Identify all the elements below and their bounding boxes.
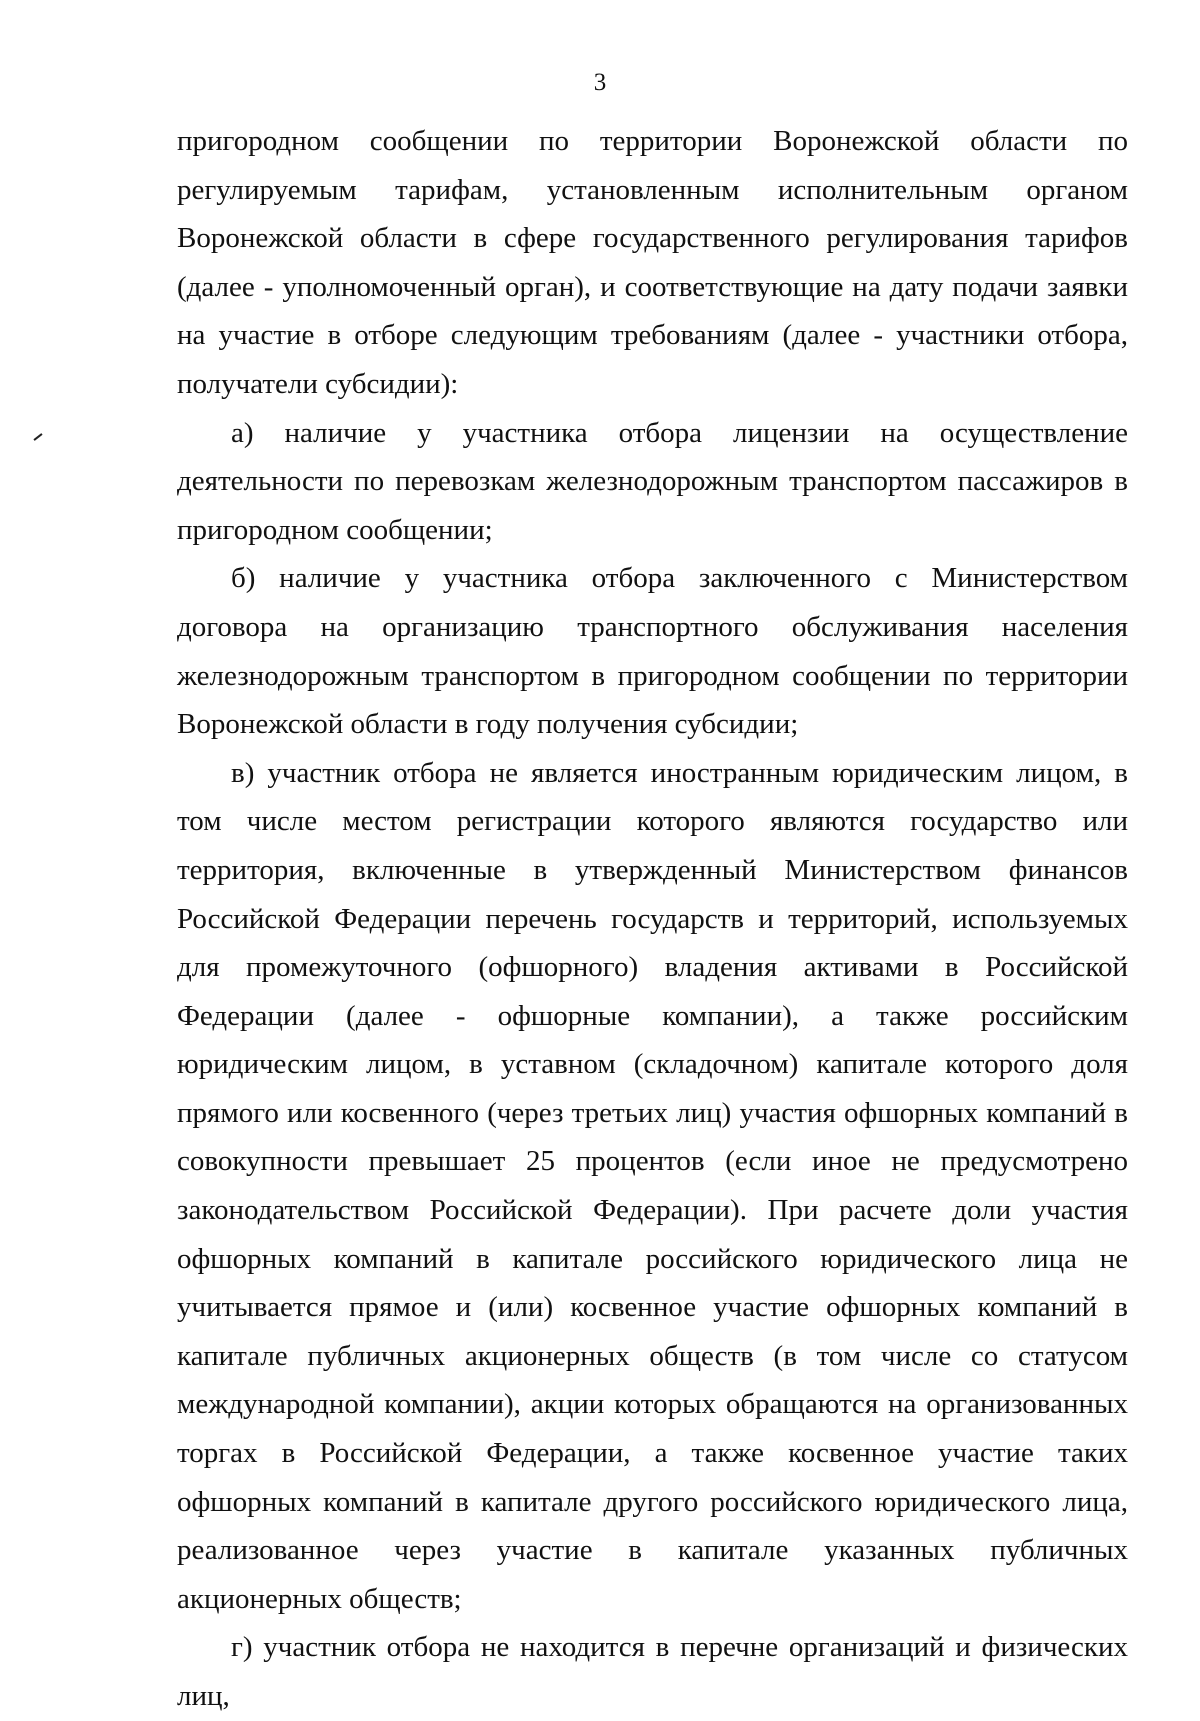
paragraph-item-b: б) наличие у участника отбора заключенного с Министерством договора на организацию транспортного обслуживания населения железнодорожным транспортом в пригородном сообщении по территории Воронежской области в году получения субсидии; bbox=[177, 562, 1128, 741]
paragraph-item-g: г) участник отбора не находится в перечне организаций и физических лиц, bbox=[177, 1631, 1128, 1712]
scan-mark bbox=[33, 433, 42, 441]
paragraph-item-v: в) участник отбора не является иностранным юридическим лицом, в том числе местом регистрации которого являются государство или территория, включенные в утвержденный Министерством финансов Российской Федерации перечень государств и территорий, используемых для промежуточного (офшорного) владения активами в Российской Федерации (далее - офшорные компании), а также российским юридическим лицом, в уставном (складочном) капитале которого доля прямого или косвенного (через третьих лиц) участия офшорных компаний в совокупности превышает 25 процентов (если иное не предусмотрено законодательством Российской Федерации). При расчете доли участия офшорных компаний в капитале российского юридического лица не учитывается прямое и (или) косвенное участие офшорных компаний в капитале публичных акционерных обществ (в том числе со статусом международной компании), акции которых обращаются на организованных торгах в Российской Федерации, а также косвенное участие таких офшорных компаний в капитале другого российского юридического лица, реализованное через участие в капитале указанных публичных акционерных обществ; bbox=[177, 756, 1128, 1615]
page-number: 3 bbox=[593, 69, 607, 96]
document-body bbox=[177, 117, 1128, 1721]
paragraph-item-a: а) наличие у участника отбора лицензии на осуществление деятельности по перевозкам железнодорожным транспортом пассажиров в пригородном сообщении; bbox=[177, 416, 1128, 546]
paragraph-continuation: пригородном сообщении по территории Воронежской области по регулируемым тарифам, установленным исполнительным органом Воронежской области в сфере государственного регулирования тарифов (далее - уполномоченный орган), и соответствующие на дату подачи заявки на участие в отборе следующим требованиям (далее - участники отбора, получатели субсидии): bbox=[177, 125, 1128, 400]
